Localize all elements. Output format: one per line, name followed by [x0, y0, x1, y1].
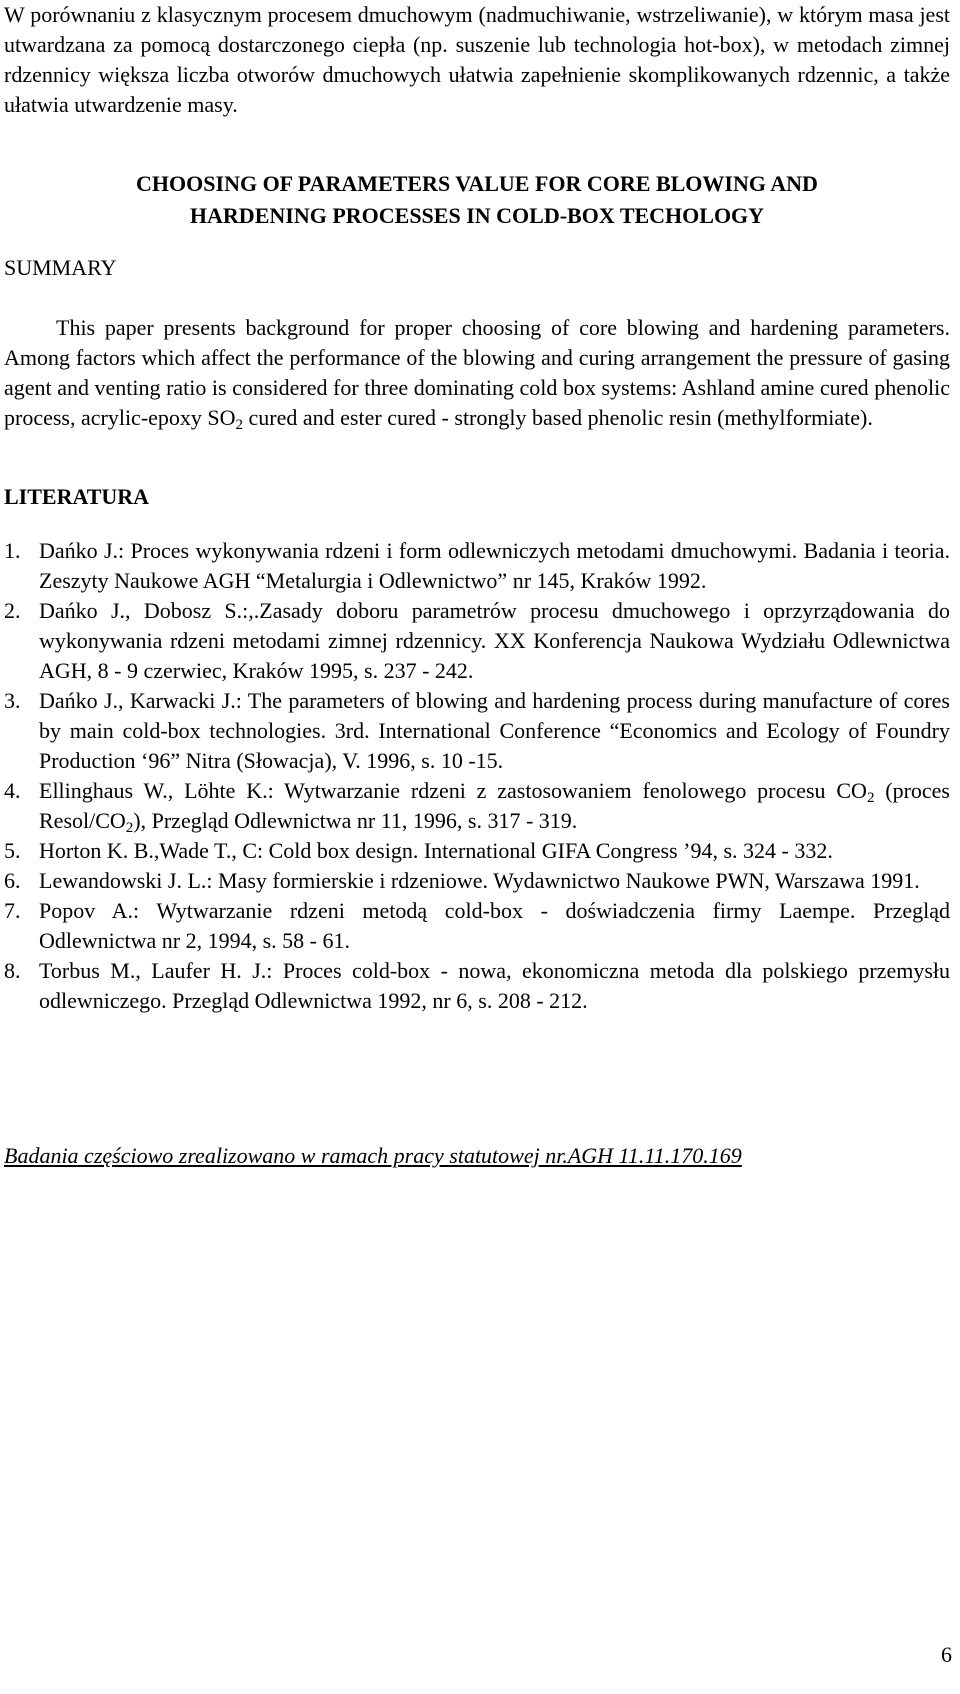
reference-item — [4, 686, 950, 776]
reference-number: 7. — [4, 898, 21, 923]
reference-number: 6. — [4, 868, 21, 893]
summary-heading: SUMMARY — [4, 255, 117, 280]
literatura-heading: LITERATURA — [4, 484, 150, 509]
reference-item — [4, 536, 950, 596]
reference-number: 5. — [4, 838, 21, 863]
summary-text — [4, 313, 950, 433]
reference-text: Dańko J.: Proces wykonywania rdzeni i form odlewniczych metodami dmuchowymi. Badania i teoria. Zeszyty Naukowe AGH “Metalurgia i Odlewnictwo” nr 145, Kraków 1992. — [39, 538, 950, 593]
reference-text: Dańko J., Dobosz S.:,.Zasady doboru parametrów procesu dmuchowego i oprzyrządowania do wykonywania rdzeni metodami zimnej rdzennicy. XX Konferencja Naukowa Wydziału Odlewnictwa AGH, 8 - 9 czerwiec, Kraków 1995, s. 237 - 242. — [39, 598, 950, 683]
reference-item — [4, 896, 950, 956]
reference-number: 8. — [4, 958, 21, 983]
paper-title — [4, 168, 950, 232]
reference-item — [4, 596, 950, 686]
reference-text: Lewandowski J. L.: Masy formierskie i rdzeniowe. Wydawnictwo Naukowe PWN, Warszawa 1991. — [39, 868, 920, 893]
reference-item — [4, 836, 950, 866]
reference-text: Horton K. B.,Wade T., C: Cold box design. International GIFA Congress ’94, s. 324 - 332. — [39, 838, 833, 863]
intro-paragraph: W porównaniu z klasycznym procesem dmuchowym (nadmuchiwanie, wstrzeliwanie), w którym masa jest utwardzana za pomocą dostarczonego ciepła (np. suszenie lub technologia hot-box), w metodach zimnej rdzennicy większa liczba otworów dmuchowych ułatwia zapełnienie skomplikowanych rdzennic, a także ułatwia utwardzenie masy. — [4, 2, 950, 117]
reference-subscript: 2 — [866, 790, 875, 806]
reference-item — [4, 956, 950, 1016]
reference-text-part: (proces Resol/CO — [39, 778, 950, 833]
reference-subscript: 2 — [125, 820, 134, 836]
funding-note: Badania częściowo zrealizowano w ramach pracy statutowej nr.AGH 11.11.170.169 — [4, 1143, 742, 1168]
reference-number: 2. — [4, 598, 21, 623]
reference-item — [4, 776, 950, 836]
reference-number: 4. — [4, 778, 21, 803]
reference-text: Dańko J., Karwacki J.: The parameters of blowing and hardening process during manufacture of cores by main cold-box technologies. 3rd. International Conference “Economics and Ecology of Foundry Production ‘96” Nitra (Słowacja), V. 1996, s. 10 -15. — [39, 688, 950, 773]
reference-text: Torbus M., Laufer H. J.: Proces cold-box - nowa, ekonomiczna metoda dla polskiego przemysłu odlewniczego. Przegląd Odlewnictwa 1992, nr 6, s. 208 - 212. — [39, 958, 950, 1013]
reference-text: Popov A.: Wytwarzanie rdzeni metodą cold-box - doświadczenia firmy Laempe. Przegląd Odlewnictwa nr 2, 1994, s. 58 - 61. — [39, 898, 950, 953]
summary-subscript: 2 — [235, 417, 244, 433]
title-line-2: HARDENING PROCESSES IN COLD-BOX TECHOLOGY — [189, 203, 765, 228]
title-line-1: CHOOSING OF PARAMETERS VALUE FOR CORE BLOWING AND — [136, 171, 818, 196]
reference-number: 3. — [4, 688, 21, 713]
page-number: 6 — [941, 1642, 952, 1667]
reference-text — [39, 776, 950, 836]
reference-list — [4, 536, 950, 1016]
summary-text-main: This paper presents background for proper choosing of core blowing and hardening parameters. Among factors which affect the performance of the blowing and curing arrangement the pressure of gasing agent and venting ratio is considered for three dominating cold box systems: Ashland amine cured phenolic process, acrylic-epoxy SO — [4, 315, 950, 430]
reference-item — [4, 866, 950, 896]
reference-number: 1. — [4, 538, 21, 563]
summary-text-end: cured and ester cured - strongly based phenolic resin (methylformiate). — [243, 405, 873, 430]
reference-text-part: ), Przegląd Odlewnictwa nr 11, 1996, s. 317 - 319. — [133, 808, 578, 833]
reference-text-part: Ellinghaus W., Löhte K.: Wytwarzanie rdzeni z zastosowaniem fenolowego procesu CO — [39, 778, 867, 803]
